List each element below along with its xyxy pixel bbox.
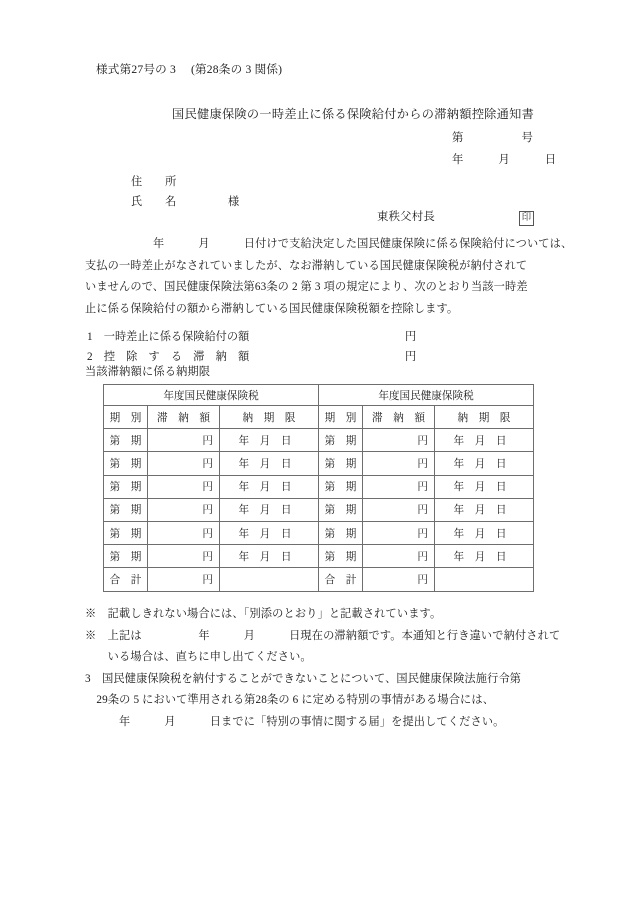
- cell-amount[interactable]: 円: [363, 475, 435, 498]
- cell-due-date[interactable]: 年 月 日: [220, 521, 319, 544]
- cell-due-date[interactable]: 年 月 日: [435, 429, 534, 452]
- table-row: [104, 545, 534, 568]
- column-header-term: 期 別: [319, 406, 363, 429]
- notes-section: [85, 604, 561, 733]
- cell-total-blank: [220, 568, 319, 591]
- body-paragraph: [85, 234, 573, 320]
- document-number-field: 第 号: [452, 132, 534, 144]
- amount-item-text: 一時差止に係る保険給付の額: [92, 331, 250, 343]
- cell-due-date[interactable]: 年 月 日: [435, 545, 534, 568]
- cell-amount[interactable]: 円: [148, 521, 220, 544]
- table-row: [104, 475, 534, 498]
- seal-stamp-icon: 印: [519, 211, 534, 226]
- issuer-name: 東秩父村長: [377, 211, 435, 223]
- cell-due-date[interactable]: 年 月 日: [220, 475, 319, 498]
- note-line: いる場合は、直ちに申し出てください。: [85, 651, 312, 663]
- document-title: 国民健康保険の一時差止に係る保険給付からの滞納額控除通知書: [172, 107, 535, 121]
- cell-due-date[interactable]: 年 月 日: [220, 545, 319, 568]
- cell-amount[interactable]: 円: [363, 429, 435, 452]
- note-line: 年 月 日までに「特別の事情に関する届」を提出してください。: [85, 715, 505, 728]
- amount-item-unit: 円: [405, 331, 417, 343]
- table-group-header-row: [104, 385, 534, 406]
- cell-term: 第 期: [104, 429, 148, 452]
- cell-amount[interactable]: 円: [148, 545, 220, 568]
- cell-due-date[interactable]: 年 月 日: [435, 521, 534, 544]
- table-group-header-left: 年度国民健康保険税: [104, 385, 319, 406]
- amount-item-number: 2: [87, 351, 93, 363]
- cell-term: 第 期: [319, 545, 363, 568]
- amount-item-suspended-benefit: [87, 327, 417, 347]
- column-header-term: 期 別: [104, 406, 148, 429]
- column-header-amount: 滞 納 額: [148, 406, 220, 429]
- amount-item-label: [87, 327, 249, 347]
- table-row: [104, 429, 534, 452]
- cell-total-amount[interactable]: 円: [363, 568, 435, 591]
- cell-due-date[interactable]: 年 月 日: [220, 498, 319, 521]
- table-row: [104, 452, 534, 475]
- cell-term: 第 期: [104, 475, 148, 498]
- amount-item-text: 控 除 す る 滞 納 額: [92, 351, 250, 363]
- cell-total-amount[interactable]: 円: [148, 568, 220, 591]
- cell-total-blank: [435, 568, 534, 591]
- cell-amount[interactable]: 円: [148, 475, 220, 498]
- note-line: 29条の 5 において準用される第28条の 6 に定める特別の事情がある場合には、: [85, 694, 495, 706]
- cell-amount[interactable]: 円: [148, 452, 220, 475]
- amount-item-number: 1: [87, 331, 93, 343]
- cell-term: 第 期: [319, 521, 363, 544]
- amount-item-deducted-delinquency: [87, 347, 417, 367]
- table-row: [104, 498, 534, 521]
- cell-term: 第 期: [319, 498, 363, 521]
- cell-due-date[interactable]: 年 月 日: [220, 429, 319, 452]
- cell-due-date[interactable]: 年 月 日: [220, 452, 319, 475]
- body-line: いませんので、国民健康保険法第63条の 2 第 3 項の規定により、次のとおり当該一時差: [85, 281, 528, 293]
- column-header-due: 納 期 限: [220, 406, 319, 429]
- cell-total-label: 合 計: [104, 568, 148, 591]
- body-line: 年 月 日付けで支給決定した国民健康保険に係る保険給付については、: [85, 238, 573, 250]
- table-column-header-row: [104, 406, 534, 429]
- note-line: 3 国民健康保険税を納付することができないことについて、国民健康保険法施行令第: [85, 672, 522, 685]
- delinquency-payment-table: [103, 384, 534, 592]
- cell-amount[interactable]: 円: [363, 498, 435, 521]
- cell-due-date[interactable]: 年 月 日: [435, 498, 534, 521]
- cell-amount[interactable]: 円: [148, 498, 220, 521]
- cell-due-date[interactable]: 年 月 日: [435, 475, 534, 498]
- cell-due-date[interactable]: 年 月 日: [435, 452, 534, 475]
- cell-term: 第 期: [104, 545, 148, 568]
- table-caption: 当該滞納額に係る納期限: [85, 366, 211, 378]
- table-group-header-right: 年度国民健康保険税: [319, 385, 534, 406]
- cell-amount[interactable]: 円: [363, 521, 435, 544]
- body-line: 支払の一時差止がなされていましたが、なお滞納している国民健康保険税が納付されて: [85, 259, 528, 272]
- cell-term: 第 期: [104, 521, 148, 544]
- cell-term: 第 期: [319, 475, 363, 498]
- column-header-amount: 滞 納 額: [363, 406, 435, 429]
- cell-term: 第 期: [104, 452, 148, 475]
- recipient-name-label: 氏 名: [131, 196, 177, 208]
- amount-item-label: [87, 347, 249, 367]
- cell-amount[interactable]: 円: [363, 545, 435, 568]
- recipient-honorific: 様: [228, 196, 240, 208]
- cell-term: 第 期: [319, 452, 363, 475]
- cell-total-label: 合 計: [319, 568, 363, 591]
- cell-term: 第 期: [104, 498, 148, 521]
- cell-amount[interactable]: 円: [363, 452, 435, 475]
- column-header-due: 納 期 限: [435, 406, 534, 429]
- amount-item-unit: 円: [405, 351, 417, 363]
- note-line: ※ 記載しきれない場合には、「別添のとおり」と記載されています。: [85, 608, 442, 620]
- body-line: 止に係る保険給付の額から滞納している国民健康保険税額を控除します。: [85, 302, 459, 315]
- table-total-row: [104, 568, 534, 591]
- cell-term: 第 期: [319, 429, 363, 452]
- cell-amount[interactable]: 円: [148, 429, 220, 452]
- note-line: ※ 上記は 年 月 日現在の滞納額です。本通知と行き違いで納付されて: [85, 629, 561, 642]
- table-row: [104, 521, 534, 544]
- document-date-field: 年 月 日: [452, 154, 557, 166]
- recipient-address-label: 住 所: [131, 176, 177, 188]
- form-code-label: 様式第27号の 3 (第28条の 3 関係): [96, 63, 283, 76]
